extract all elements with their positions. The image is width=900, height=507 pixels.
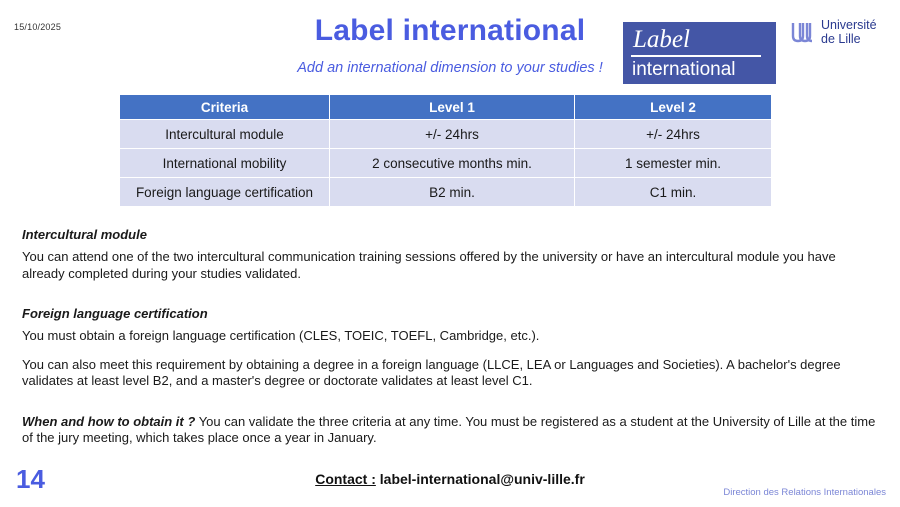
logo-line-1: Label — [631, 25, 761, 57]
page-title: Label international — [314, 14, 586, 47]
spacer — [22, 294, 878, 306]
cell-criteria: Intercultural module — [120, 120, 330, 149]
section-heading-foreign-language-certification: Foreign language certification — [22, 306, 208, 321]
university-line-1: Université — [821, 18, 877, 32]
contact-line — [0, 471, 900, 487]
slide-date: 15/10/2025 — [14, 22, 62, 32]
cell-criteria: Foreign language certification — [120, 178, 330, 207]
table-row — [120, 120, 772, 149]
closing-inline-heading: When and how to obtain it ? — [22, 413, 196, 429]
section-paragraph: You can also meet this requirement by obtaining a degree in a foreign language (LLCE, LEA or Languages and Societies). A bachelor's degree validates at least level B2, and a master's degree or doctorate validates at least level C1. — [22, 356, 841, 388]
label-international-logo — [623, 22, 776, 84]
column-header-level-1: Level 1 — [330, 95, 575, 120]
cell-level-1: B2 min. — [330, 178, 575, 207]
footer-department: Direction des Relations Internationales — [723, 487, 886, 498]
spacer — [22, 402, 878, 414]
university-of-lille-logo — [790, 14, 890, 50]
section-paragraph: You can attend one of the two intercultural communication training sessions offered by the university or have an intercultural module you have already completed during your studies validated. — [22, 249, 836, 281]
column-header-level-2: Level 2 — [575, 95, 772, 120]
university-line-2: de Lille — [821, 32, 861, 46]
contact-label: Contact : — [315, 471, 376, 487]
cell-level-2: C1 min. — [575, 178, 772, 207]
table-header-row — [120, 95, 772, 120]
closing-text: You can validate the three criteria at any time. You must be registered as a student at the University of Lille at the time of the jury meeting, which takes place once a year in January. — [22, 413, 876, 445]
cell-level-2: 1 semester min. — [575, 149, 772, 178]
page-number: 14 — [16, 464, 45, 494]
closing-paragraph — [22, 414, 878, 447]
cell-criteria: International mobility — [120, 149, 330, 178]
logo-line-2: international — [632, 59, 736, 80]
university-name — [821, 18, 877, 46]
body-content — [22, 227, 878, 459]
table-row — [120, 178, 772, 207]
contact-email[interactable]: label-international@univ-lille.fr — [375, 471, 585, 487]
cell-level-1: 2 consecutive months min. — [330, 149, 575, 178]
cell-level-2: +/- 24hrs — [575, 120, 772, 149]
section-paragraph: You must obtain a foreign language certification (CLES, TOEIC, TOEFL, Cambridge, etc.). — [22, 328, 540, 343]
table-row — [120, 149, 772, 178]
column-header-criteria: Criteria — [120, 95, 330, 120]
section-heading-intercultural-module: Intercultural module — [22, 227, 147, 242]
cell-level-1: +/- 24hrs — [330, 120, 575, 149]
page-subtitle: Add an international dimension to your studies ! — [297, 60, 603, 76]
university-mark-icon — [790, 19, 816, 45]
criteria-table — [119, 94, 772, 207]
